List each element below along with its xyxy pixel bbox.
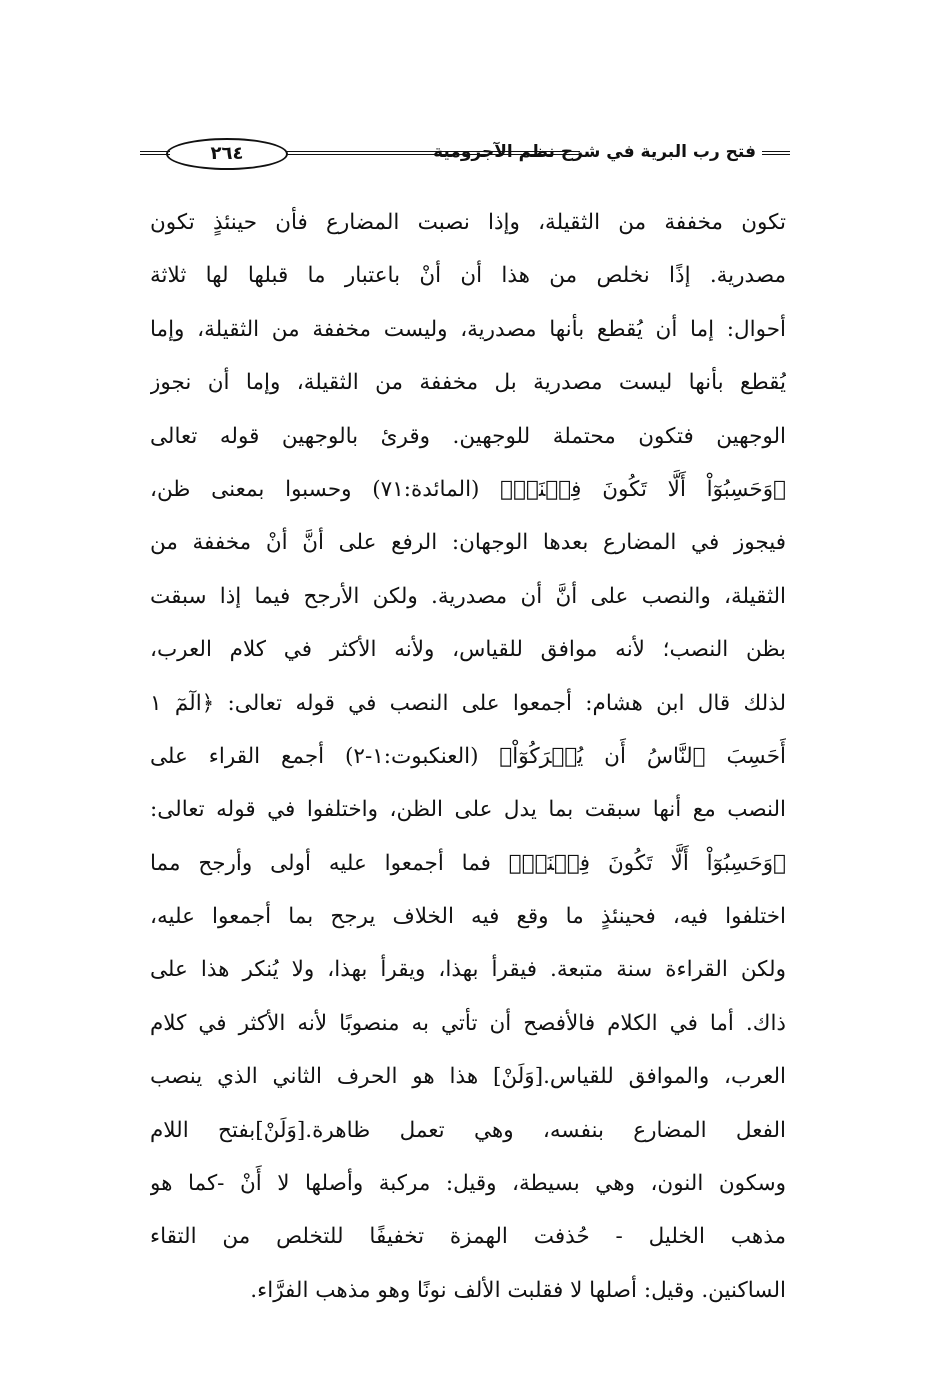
text-line: تكون مخففة من الثقيلة، وإذا نصبت المضارع فأن حينئذٍ تكون — [150, 210, 786, 235]
text-line: فيجوز في المضارع بعدها الوجهان: الرفع على أنَّ أنْ مخففة من — [150, 530, 786, 556]
text-line: ذاك. أما في الكلام فالأفصح أن تأتي به منصوبًا لأنه الأكثر في كلام — [150, 1010, 786, 1036]
text-line: يُقطع بأنها ليست مصدرية بل مخففة من الثقيلة، وإما أن نجوز — [150, 370, 786, 396]
text-line: الوجهين فتكون محتملة للوجهين. وقرئ بالوجهين قوله تعالى — [150, 423, 786, 449]
text-line: بظن النصب؛ لأنه موافق للقياس، ولأنه الأكثر في كلام العرب، — [150, 637, 786, 663]
text-line: أَحَسِبَ ٱلنَّاسُ أَن يُتۡرَكُوٓاْ﴾ (العنكبوت:١-٢) أجمع القراء على — [150, 743, 786, 769]
header-rule-left — [140, 151, 170, 155]
text-line: الثقيلة، والنصب على أنَّ أن مصدرية. ولكن الأرجح فيما إذا سبقت — [150, 583, 786, 609]
text-line: العرب، والموافق للقياس.[وَلَنْ] هذا هو الحرف الثاني الذي ينصب — [150, 1064, 786, 1090]
header-rule-middle — [280, 151, 580, 155]
text-line: مصدرية. إذًا نخلص من هذا أن أنْ باعتبار ما قبلها لها ثلاثة — [150, 263, 786, 289]
text-line: ﴿وَحَسِبُوٓاْ أَلَّا تَكُونَ فِتۡنَةٞ﴾ فما أجمعوا عليه أولى وأرجح مما — [150, 850, 786, 876]
text-line: ﴿وَحَسِبُوٓاْ أَلَّا تَكُونَ فِتۡنَةٞ﴾ (المائدة:٧١) وحسبوا بمعنى ظن، — [150, 476, 786, 502]
text-line: أحوال: إما أن يُقطع بأنها مصدرية، وليست مخففة من الثقيلة، وإما — [150, 316, 786, 342]
text-line: لذلك قال ابن هشام: أجمعوا على النصب في قوله تعالى: ﴿الٓمٓ ١ — [150, 690, 786, 716]
text-line: النصب مع أنها سبقت بما يدل على الظن، واختلفوا في قوله تعالى: — [150, 797, 786, 823]
text-line: اختلفوا فيه، فحينئذٍ ما وقع فيه الخلاف يرجح بما أجمعوا عليه، — [150, 904, 786, 930]
body-text — [150, 196, 786, 1317]
text-line: مذهب الخليل - حُذفت الهمزة تخفيفًا للتخلص من التقاء — [150, 1224, 786, 1250]
running-header — [140, 136, 790, 176]
header-rule-right — [762, 151, 790, 155]
book-title: فتح رب البرية في شرح نظم الآجرومية — [433, 142, 756, 162]
text-line: الفعل المضارع بنفسه، وهي تعمل ظاهرة.[وَلَنْ]بفتح اللام — [150, 1117, 786, 1143]
page-number: ٢٦٤ — [166, 138, 288, 170]
text-line: وسكون النون، وهي بسيطة، وقيل: مركبة وأصلها لا أَنْ -كما هو — [150, 1171, 786, 1197]
text-line: ولكن القراءة سنة متبعة. فيقرأ بهذا، ويقرأ بهذا، ولا يُنكر هذا على — [150, 957, 786, 983]
text-line: الساكنين. وقيل: أصلها لا فقلبت الألف نونًا وهو مذهب الفرَّاء. — [250, 1277, 786, 1303]
